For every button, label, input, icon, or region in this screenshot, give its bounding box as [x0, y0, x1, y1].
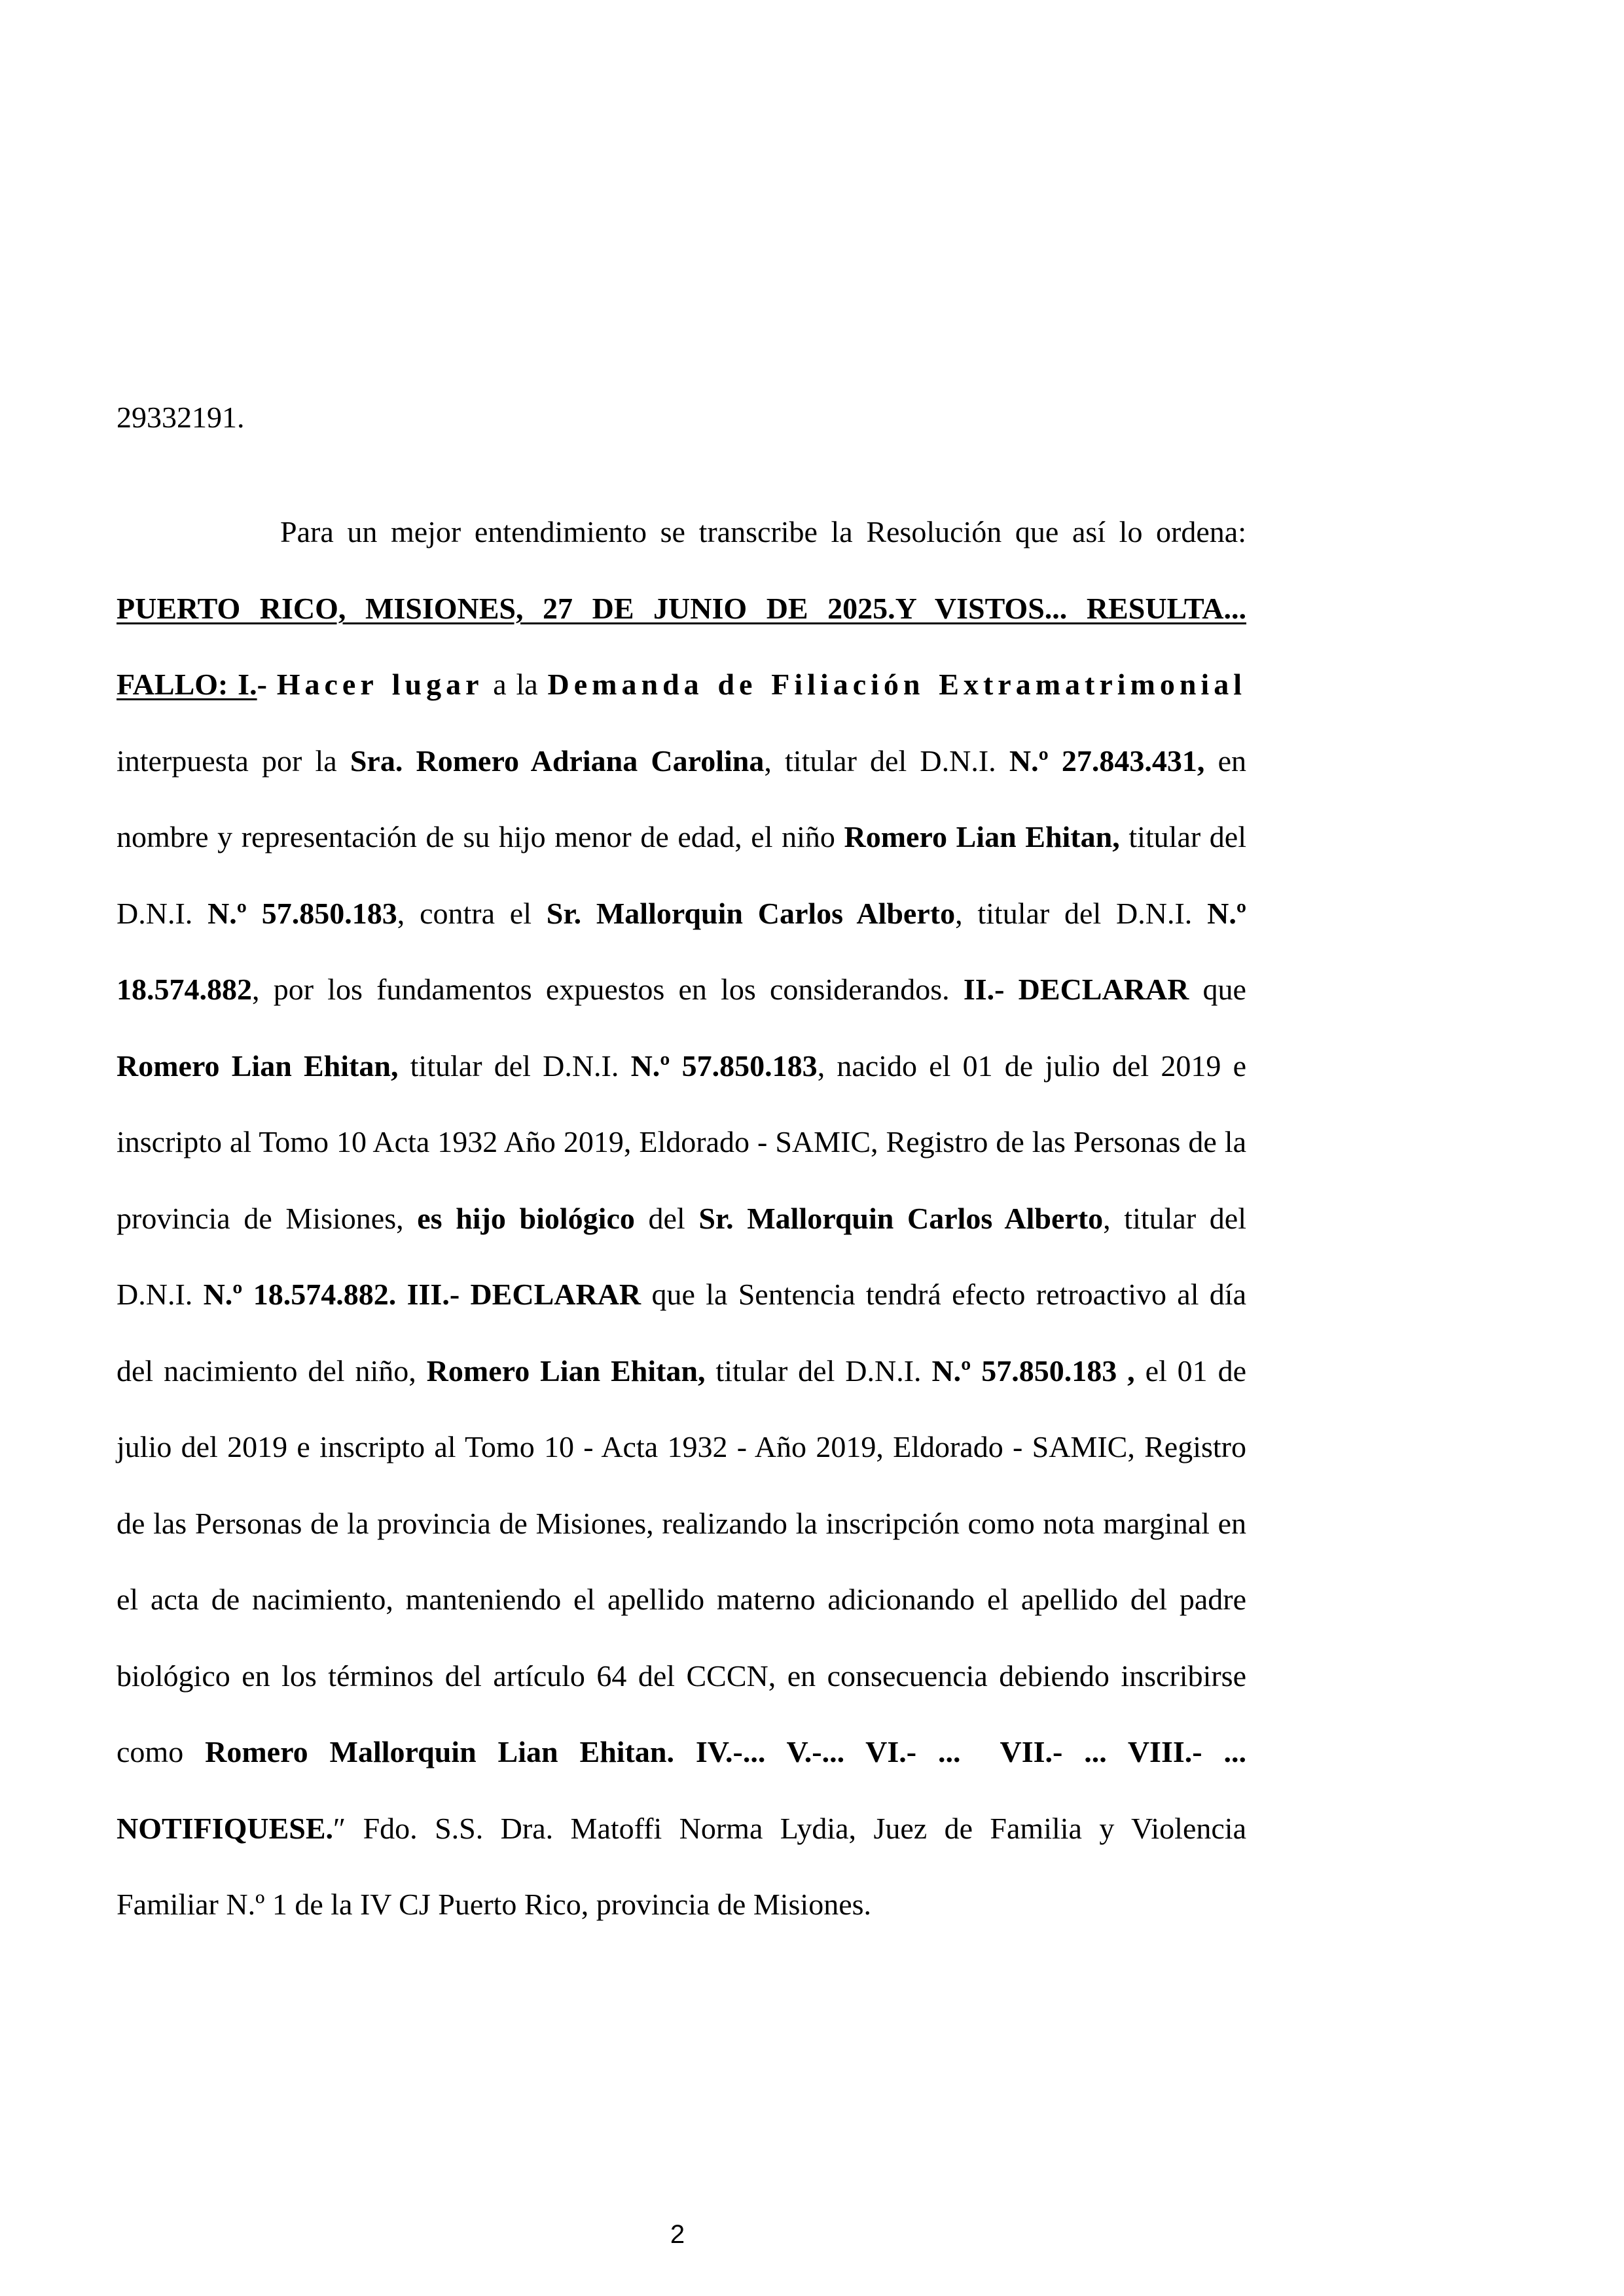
child-name: Romero Lian Ehitan, — [844, 820, 1120, 853]
child-name: Romero Lian Ehitan, — [117, 1049, 399, 1083]
biological-son-declaration: es hijo biológico — [417, 1201, 635, 1235]
intro-text: Para un mejor entendimiento se transcribe la Resolución que así lo ordena: — [280, 515, 1246, 548]
child-dni: N.º 57.850.183 , — [931, 1354, 1135, 1388]
defendant-dni: N.º 18.574.882 — [117, 896, 1246, 1006]
resolution-transcript: Para un mejor entendimiento se transcribe la Resolución que así lo ordena: PUERTO RICO, MISIONES, 27 DE JUNIO DE 2025.Y VISTOS... RESULTA... FALLO: I.- Hacer lugar a la Demanda de Filiación Extramatrimonial interpuesta por la Sra. Romero Adriana Carolina, titular del D.N.I. N.º 27.843.431, en nombre y representación de su hijo menor de edad, el niño Romero Lian Ehitan, titular del D.N.I. N.º 57.850.183, contra el Sr. Mallorquin Carlos Alberto, titular del D.N.I. N.º 18.574.882, por los fundamentos expuestos en los considerandos. II.- DECLARAR que Romero Lian Ehitan, titular del D.N.I. N.º 57.850.183, nacido el 01 de julio del 2019 e inscripto al Tomo 10 Acta 1932 Año 2019, Eldorado - SAMIC, Registro de las Personas de la provincia de Misiones, es hijo biológico del Sr. Mallorquin Carlos Alberto, titular del D.N.I. N.º 18.574.882. III.- DECLARAR que la Sentencia tendrá efecto retroactivo al día del nacimiento del niño, Romero Lian Ehitan, titular del D.N.I. N.º 57.850.183 , el 01 de julio del 2019 e inscripto al Tomo 10 - Acta 1932 - Año 2019, Eldorado - SAMIC, Registro de las Personas de la provincia de Misiones, realizando la inscripción como nota marginal en el acta de nacimiento, manteniendo el apellido materno adicionando el apellido del padre biológico en los términos del artículo 64 del CCCN, en consecuencia debiendo inscribirse como Romero Mallorquin Lian Ehitan. IV.-... V.-... VI.- ... VII.- ... VIII.- ... NOTIFIQUESE.″ Fdo. S.S. Dra. Matoffi Norma Lydia, Juez de Familia y Violencia Familiar N.º 1 de la IV CJ Puerto Rico, provincia de Misiones. — [117, 515, 1247, 1921]
resolution-heading: PUERTO RICO, MISIONES, 27 DE JUNIO DE 2025.Y VISTOS... RESULTA... FALLO: I.- — [117, 591, 1246, 701]
child-dni: N.º 57.850.183 — [630, 1049, 818, 1083]
new-registered-name: Romero Mallorquin Lian Ehitan. IV.-... V.-... VI.- ... — [205, 1735, 961, 1768]
child-dni: N.º 57.850.183 — [208, 896, 397, 930]
defendant-name: Sr. Mallorquin Carlos Alberto — [698, 1201, 1104, 1235]
reference-number: 29332191. — [117, 401, 245, 434]
defendant-dni: N.º 18.574.882. — [203, 1278, 397, 1311]
signature-text: ″ Fdo. S.S. Dra. Matoffi Norma Lydia, Juez de Familia y Violencia Familiar N.º 1 de la IV CJ Puerto Rico, provincia de Misiones. — [117, 1811, 1246, 1921]
page-number: 2 — [670, 2220, 685, 2249]
plaintiff-name: Sra. Romero Adriana Carolina — [350, 744, 765, 778]
remaining-sections: VII.- ... VIII.- ... NOTIFIQUESE. — [117, 1735, 1246, 1845]
child-name: Romero Lian Ehitan, — [426, 1354, 706, 1388]
section-iii-heading: III.- DECLARAR — [406, 1278, 641, 1311]
defendant-name: Sr. Mallorquin Carlos Alberto — [546, 896, 956, 930]
plaintiff-dni: N.º 27.843.431, — [1009, 744, 1205, 778]
hacer-lugar: Hacer lugar — [276, 668, 484, 701]
section-ii-heading: II.- DECLARAR — [963, 973, 1189, 1006]
demand-type: Demanda de Filiación Extramatrimonial — [547, 668, 1246, 701]
